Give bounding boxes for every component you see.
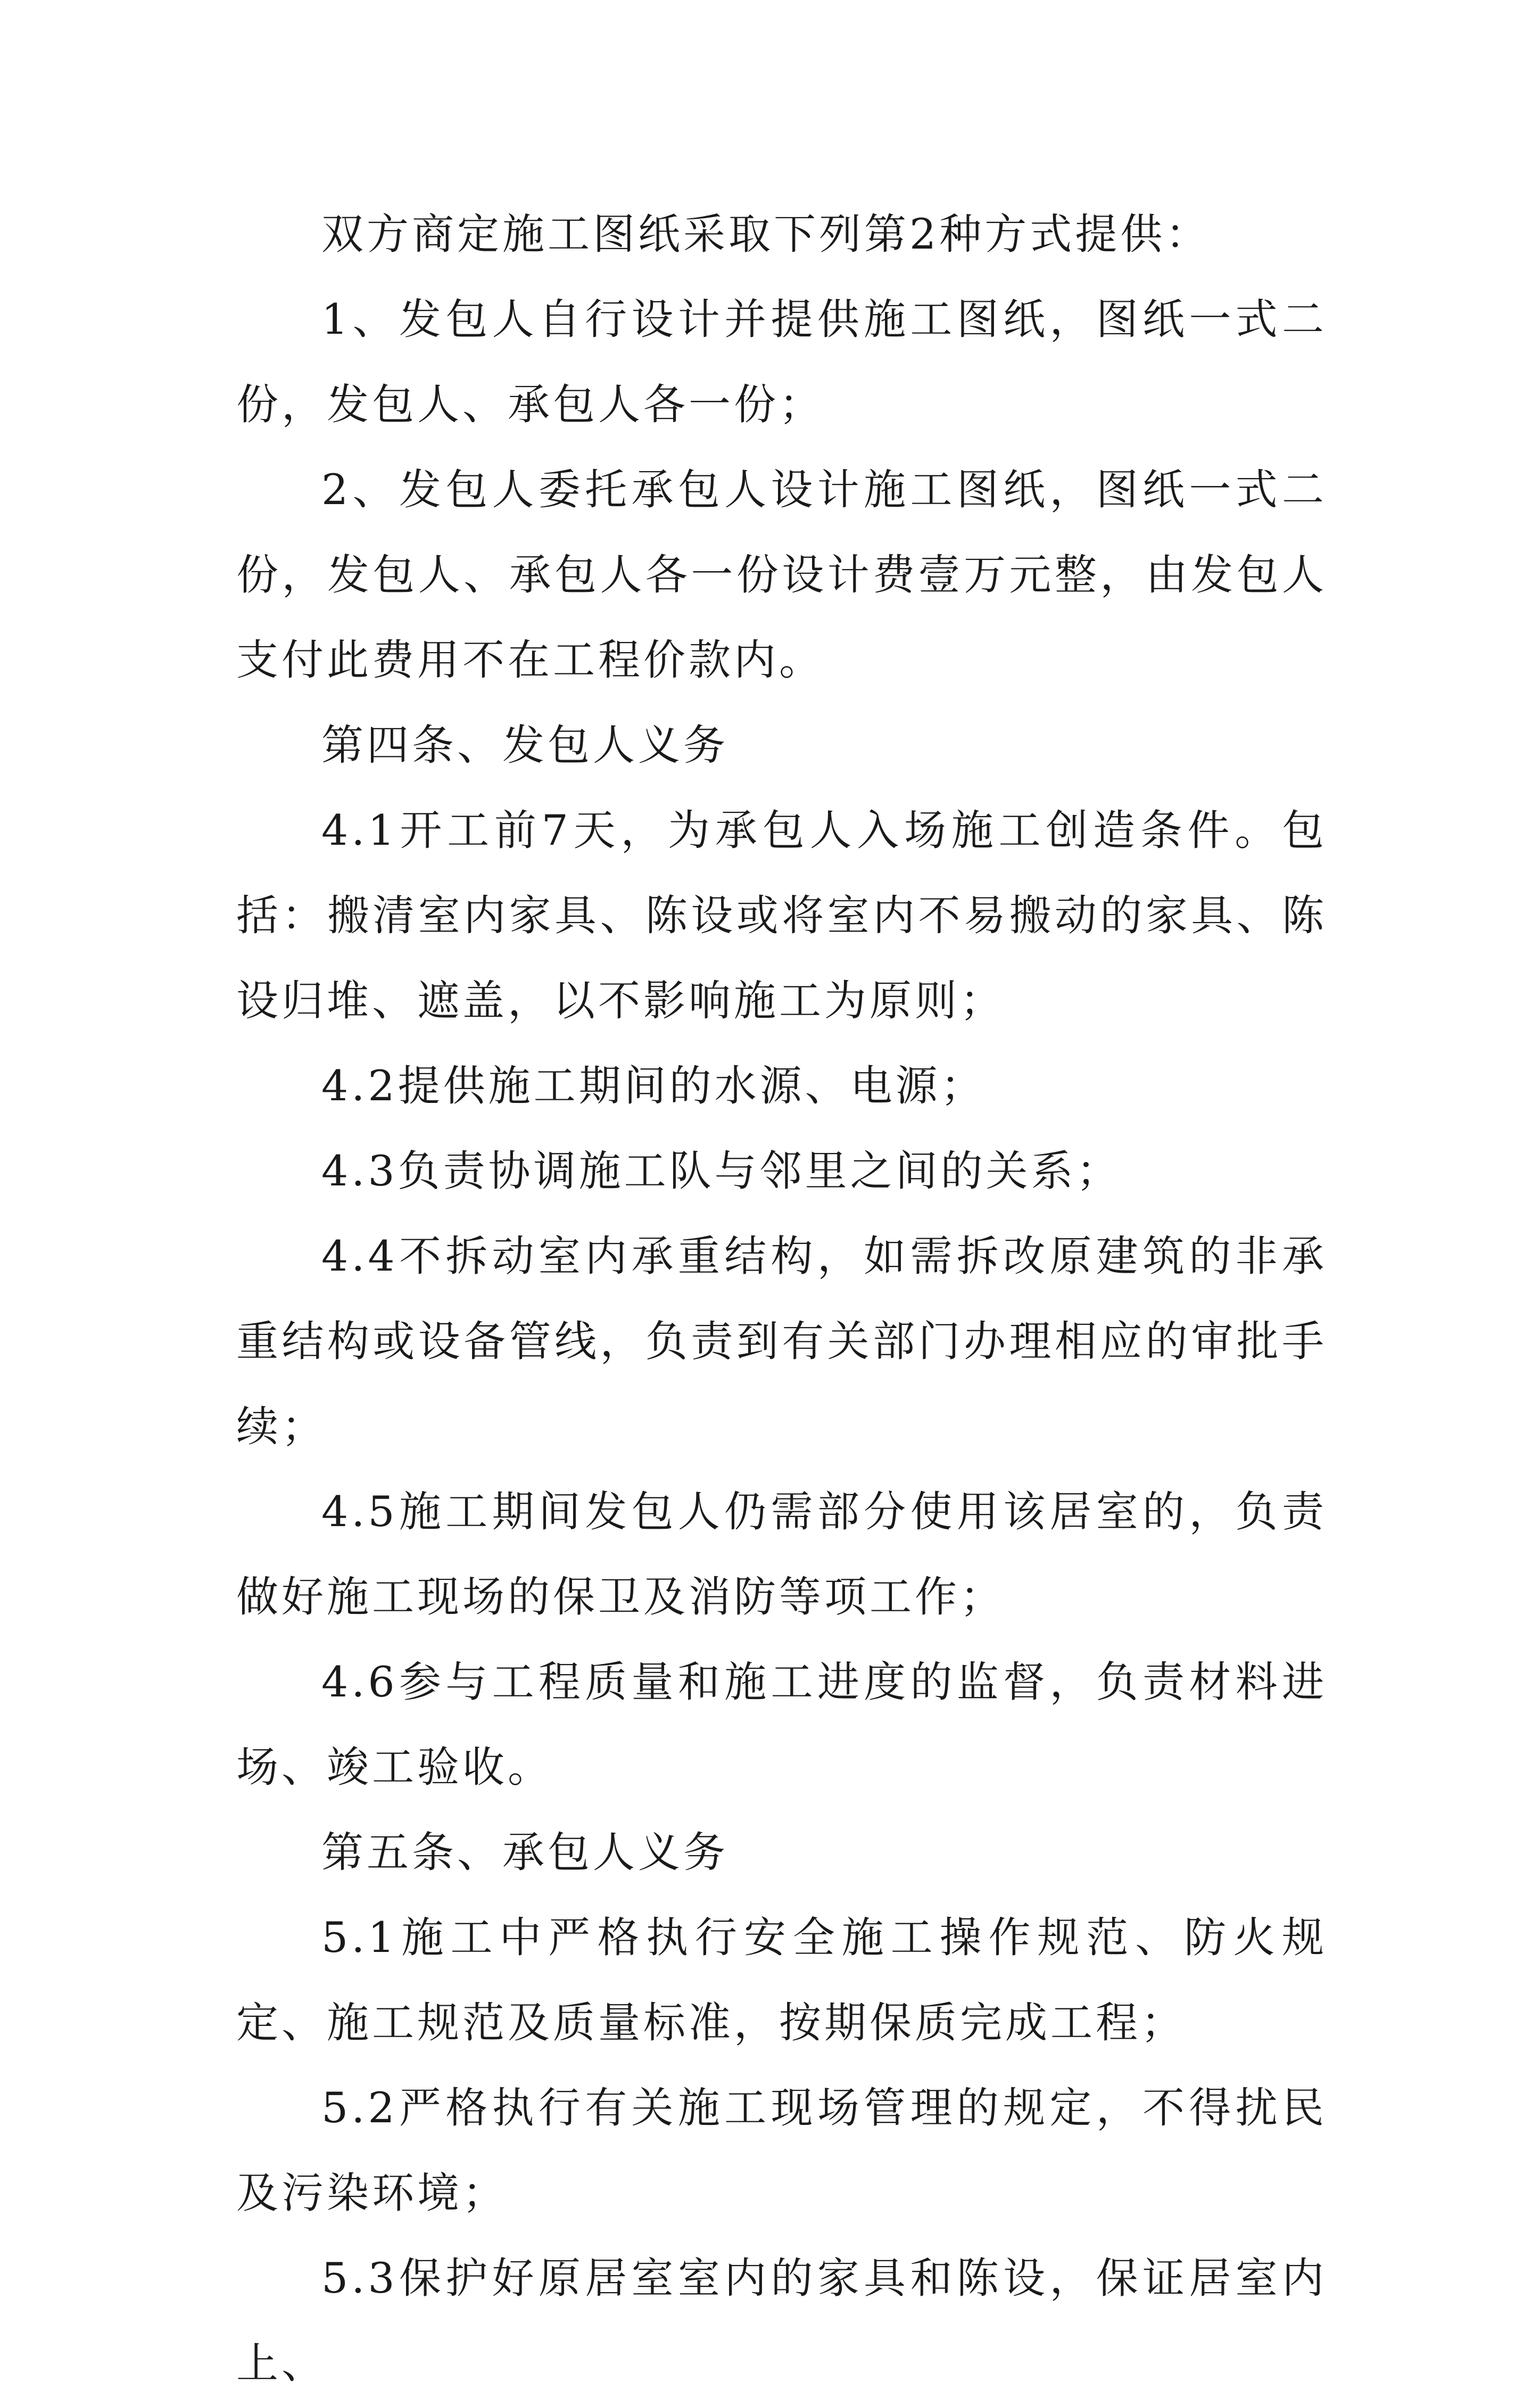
- clause-5-2: 5.2严格执行有关施工现场管理的规定，不得扰民及污染环境；: [236, 2083, 1327, 2218]
- clause-5-1: 5.1施工中严格执行安全施工操作规范、防火规定、施工规范及质量标准，按期保质完成工程；: [236, 1913, 1327, 2047]
- paragraph-option-2: 2、发包人委托承包人设计施工图纸，图纸一式二份，发包人、承包人各一份设计费壹万元整，由发包人支付此费用不在工程价款内。: [236, 465, 1327, 685]
- clause-4-1: 4.1开工前7天，为承包人入场施工创造条件。包括：搬清室内家具、陈设或将室内不易搬动的家具、陈设归堆、遮盖，以不影响施工为原则；: [236, 806, 1327, 1025]
- clause-4-6: 4.6参与工程质量和施工进度的监督，负责材料进场、竣工验收。: [236, 1658, 1327, 1792]
- heading-article-4: 第四条、发包人义务: [321, 721, 728, 770]
- clause-4-5: 4.5施工期间发包人仍需部分使用该居室的，负责做好施工现场的保卫及消防等项工作；: [236, 1487, 1327, 1621]
- clause-4-4: 4.4不拆动室内承重结构，如需拆改原建筑的非承重结构或设备管线，负责到有关部门办理相应的审批手续；: [236, 1232, 1327, 1451]
- clause-5-3: 5.3保护好原居室室内的家具和陈设，保证居室内上、: [236, 2254, 1327, 2388]
- heading-article-5: 第五条、承包人义务: [321, 1828, 728, 1877]
- paragraph-drawing-method: 双方商定施工图纸采取下列第2种方式提供：: [321, 210, 1211, 259]
- clause-4-2: 4.2提供施工期间的水源、电源；: [321, 1061, 986, 1110]
- paragraph-option-1: 1、发包人自行设计并提供施工图纸，图纸一式二份，发包人、承包人各一份；: [236, 295, 1327, 429]
- document-body: [236, 192, 1327, 2406]
- clause-4-3: 4.3负责协调施工队与邻里之间的关系；: [321, 1147, 1122, 1196]
